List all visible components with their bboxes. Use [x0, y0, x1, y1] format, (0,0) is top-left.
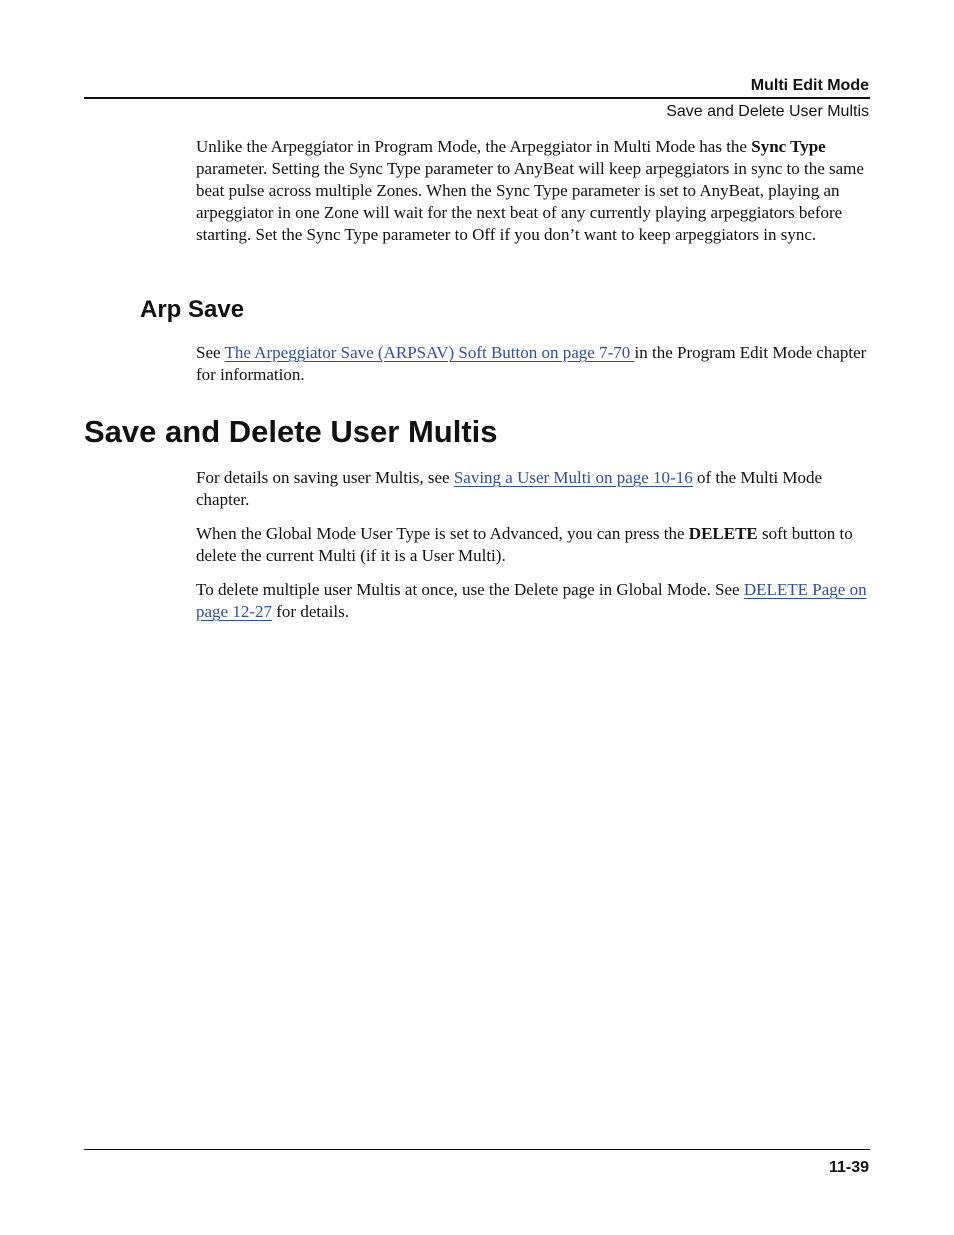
intro-text-1: Unlike the Arpeggiator in Program Mode, the Arpeggiator in Multi Mode has the	[196, 137, 752, 156]
header-section-title: Save and Delete User Multis	[666, 103, 869, 120]
delete-term: DELETE	[688, 524, 758, 543]
saving-text-2: of the Multi Mode chapter.	[196, 468, 823, 509]
delete-text-2: soft button to delete the current Multi (if it is a User Multi).	[196, 524, 853, 565]
save-delete-heading: Save and Delete User Multis	[84, 414, 498, 449]
arpsav-cross-reference-link[interactable]: The Arpeggiator Save (ARPSAV) Soft Button on page 7-70	[224, 343, 635, 362]
sync-type-term: Sync Type	[751, 137, 826, 156]
saving-multis-paragraph	[196, 467, 871, 511]
saving-text-1: For details on saving user Multis, see	[196, 468, 454, 487]
intro-text-2: parameter. Setting the Sync Type parameter to AnyBeat will keep arpeggiators in sync to the same beat pulse across multiple Zones. When the Sync Type parameter is set to AnyBeat, playing an arpeggiator in one Zone will wait for the next beat of any currently playing arpeggiators before starting. Set the Sync Type parameter to Off if you don’t want to keep arpeggiators in sync.	[196, 159, 864, 244]
delete-page-link[interactable]: DELETE Page on page 12-27	[196, 580, 867, 621]
arp-save-paragraph	[196, 342, 871, 386]
arp-save-text-2: in the Program Edit Mode chapter for information.	[196, 343, 867, 384]
header-chapter-title: Multi Edit Mode	[750, 77, 869, 94]
delete-multiple-text-1: To delete multiple user Multis at once, use the Delete page in Global Mode. See	[196, 580, 744, 599]
delete-multiple-paragraph	[196, 579, 871, 623]
delete-multiple-text-2: for details.	[272, 602, 349, 621]
arp-save-text-1: See	[196, 343, 225, 362]
saving-user-multi-link[interactable]: Saving a User Multi on page 10-16	[453, 468, 693, 487]
footer-divider	[84, 1149, 870, 1150]
delete-button-paragraph	[196, 523, 871, 567]
intro-paragraph	[196, 136, 871, 246]
header-divider	[84, 97, 870, 99]
arp-save-heading: Arp Save	[140, 296, 245, 323]
page-number: 11-39	[828, 1159, 869, 1176]
delete-text-1: When the Global Mode User Type is set to Advanced, you can press the	[196, 524, 689, 543]
